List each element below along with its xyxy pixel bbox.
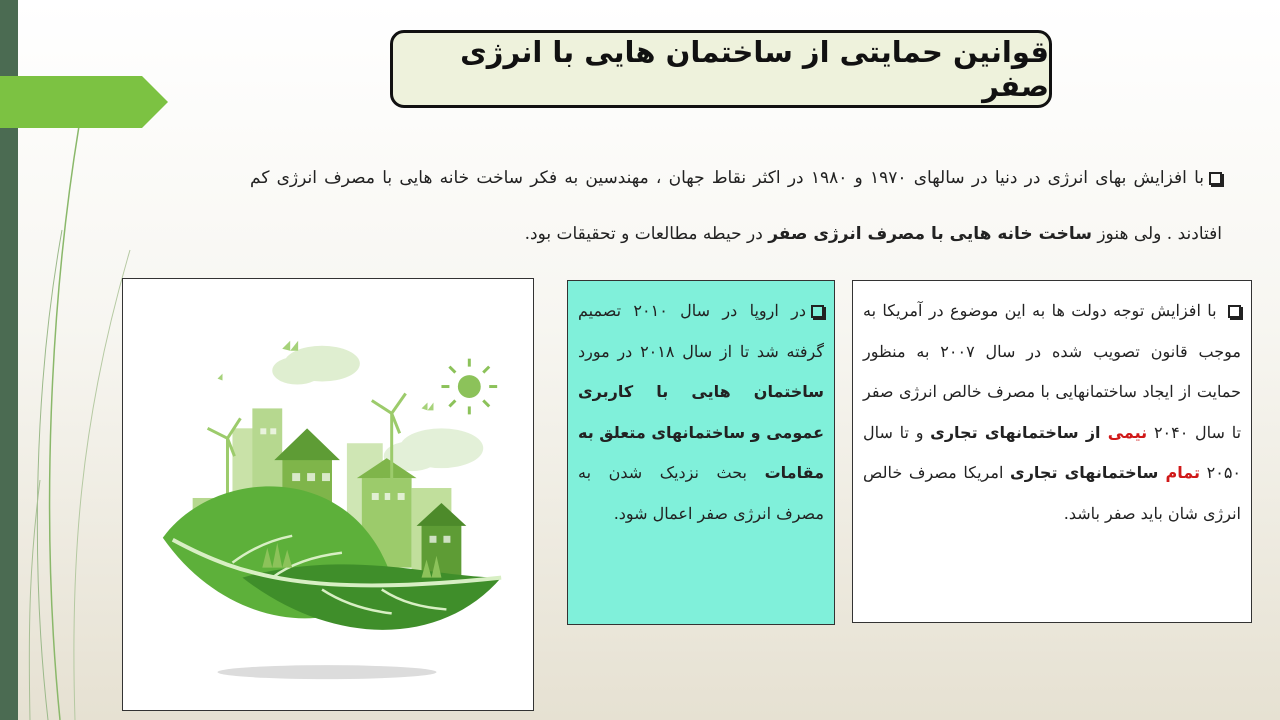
checkbox-bullet-icon bbox=[811, 305, 824, 318]
intro-text-1: با افزایش بهای انرژی در دنیا در سالهای ۱۹۷۰ و ۱۹۸۰ در اکثر نقاط جهان ، مهندسین به فکر ساخت خانه هایی با مصرف انرژی کم افتادند . ولی هنوز bbox=[250, 168, 1222, 244]
europe-law-box bbox=[567, 280, 835, 625]
checkbox-bullet-icon bbox=[1228, 305, 1241, 318]
usa-text-2: و تا سال ۲۰۵۰ bbox=[863, 422, 1242, 482]
title-box bbox=[390, 30, 1052, 108]
intro-text-2: در حیطه مطالعات و تحقیقات بود. bbox=[524, 224, 769, 244]
slide-title: قوانین حمایتی از ساختمان هایی با انرژی صفر bbox=[460, 35, 1049, 103]
europe-text-1: در اروپا در سال ۲۰۱۰ تصمیم گرفته شد تا از سال ۲۰۱۸ در مورد bbox=[578, 301, 824, 361]
europe-bold: ساختمان هایی با کاربری عمومی و ساختمانهای متعلق به مقامات bbox=[578, 382, 824, 482]
checkbox-bullet-icon bbox=[1209, 172, 1222, 185]
usa-text-3: امریکا مصرف خالص انرژی شان باید صفر باشد. bbox=[863, 463, 1241, 523]
usa-text-1: با افزایش توجه دولت ها به این موضوع در آمریکا به موجب قانون تصویب شده در سال ۲۰۰۷ به منظور حمایت از ایجاد ساختمانهایی با مصرف خالص انرژی صفر تا سال ۲۰۴۰ bbox=[863, 301, 1242, 442]
usa-bold-2: ساختمانهای تجاری bbox=[1010, 463, 1166, 482]
sun-icon bbox=[441, 359, 497, 415]
usa-bold-1: از ساختمانهای تجاری bbox=[930, 422, 1108, 442]
usa-red-all: تمام bbox=[1165, 463, 1200, 482]
green-city-leaf-illustration bbox=[123, 279, 533, 710]
arrow-tab-shape bbox=[0, 76, 168, 128]
intro-bold: ساخت خانه هایی با مصرف انرژی صفر bbox=[768, 224, 1092, 244]
intro-paragraph bbox=[250, 150, 1222, 262]
europe-text-2: بحث نزدیک شدن به مصرف انرژی صفر اعمال شود. bbox=[578, 463, 824, 523]
usa-law-box bbox=[852, 280, 1252, 623]
usa-red-half: نیمی bbox=[1107, 422, 1148, 442]
illustration-frame bbox=[122, 278, 534, 711]
